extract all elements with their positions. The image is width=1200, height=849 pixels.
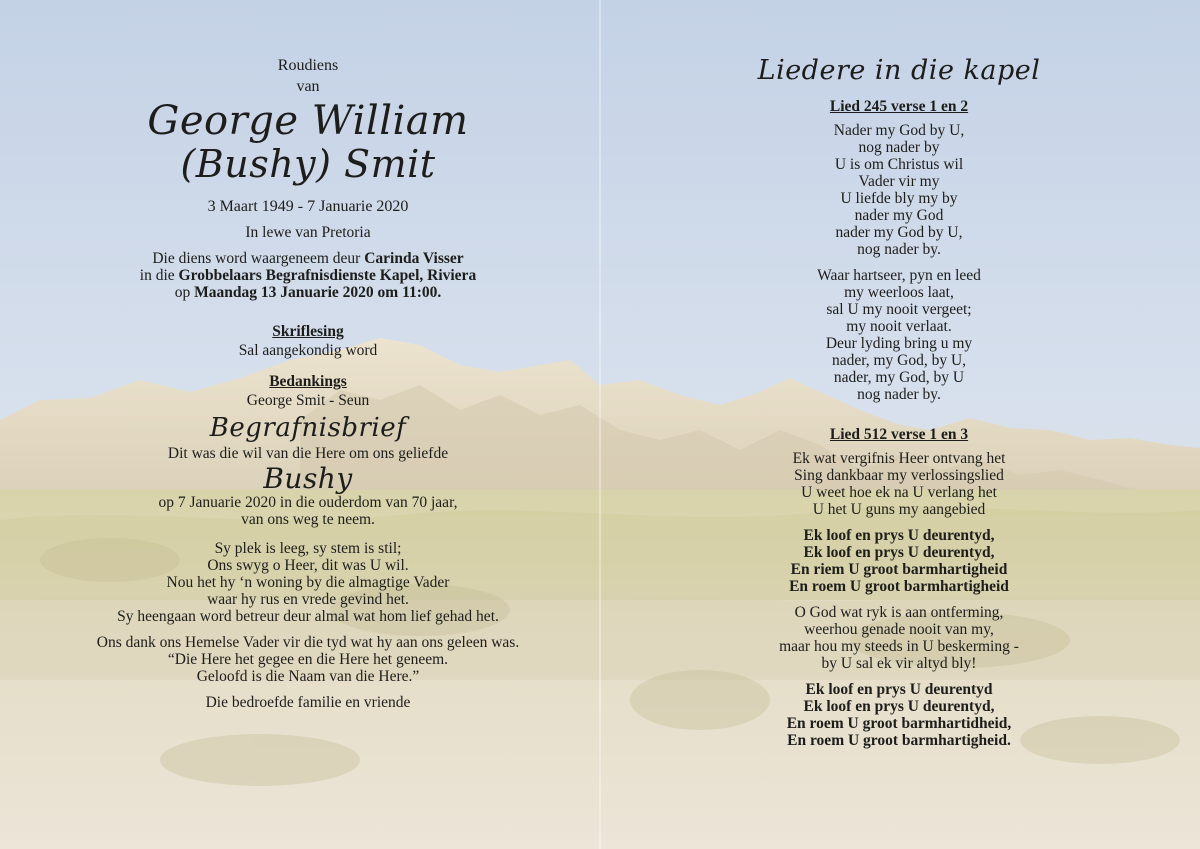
- bedankings-text: George Smit - Seun: [246, 392, 370, 409]
- song1-verse2: [616, 267, 1182, 403]
- closing-line: Ons dank ons Hemelse Vader vir die tyd wat hy aan ons geleen was.: [96, 634, 520, 651]
- lyric-line: nader, my God, by U: [833, 369, 965, 386]
- chorus-line: En riem U groot barmhartigheid: [790, 561, 1008, 578]
- brief-name: Bushy: [263, 462, 353, 495]
- song1-verse1: [616, 122, 1182, 258]
- name-line1: George William: [147, 98, 469, 144]
- poem-stanza: [22, 540, 594, 625]
- lyric-line: U het U guns my aangebied: [812, 501, 986, 518]
- bedankings-heading: Bedankings: [269, 373, 347, 390]
- lyric-line: nog nader by.: [857, 241, 941, 258]
- chorus-line: En roem U groot barmhartigheid: [789, 578, 1009, 595]
- poem-line: waar hy rus en vrede gevind het.: [207, 591, 409, 608]
- song2-verse3: [616, 604, 1182, 672]
- lyric-line: U is om Christus wil: [834, 156, 964, 173]
- right-panel: [616, 0, 1182, 849]
- lyric-line: Vader vir my: [858, 173, 940, 190]
- lyric-line: Sing dankbaar my verlossingslied: [794, 467, 1004, 484]
- song2-verse1: [616, 450, 1182, 518]
- skriflesing-heading: Skriflesing: [272, 323, 344, 340]
- song1-heading: Lied 245 verse 1 en 2: [829, 98, 969, 115]
- brief-line3: van ons weg te neem.: [241, 511, 375, 528]
- song2-chorus1: [616, 527, 1182, 595]
- song2-chorus2: [616, 681, 1182, 749]
- lyric-line: O God wat ryk is aan ontferming,: [794, 604, 1004, 621]
- song2-heading: Lied 512 verse 1 en 3: [829, 426, 969, 443]
- songs-title: Liedere in die kapel: [757, 55, 1041, 86]
- lyric-line: nader my God by U,: [835, 224, 963, 241]
- chorus-line: En roem U groot barmhartigheid.: [787, 732, 1011, 749]
- lewe-van: In lewe van Pretoria: [245, 224, 371, 241]
- lyric-line: Deur lyding bring u my: [825, 335, 973, 352]
- begrafnisbrief-heading: Begrafnisbrief: [209, 413, 407, 443]
- chorus-line: Ek loof en prys U deurentyd,: [803, 698, 995, 715]
- lyric-line: U weet hoe ek na U verlang het: [801, 484, 997, 501]
- left-panel: [22, 0, 594, 849]
- poem-line: Ons swyg o Heer, dit was U wil.: [207, 557, 409, 574]
- service-line2: in die Grobbelaars Begrafnisdienste Kapel, Riviera: [139, 267, 477, 284]
- page-fold: [599, 0, 601, 849]
- life-dates: 3 Maart 1949 - 7 Januarie 2020: [207, 198, 409, 215]
- van-label: van: [296, 78, 320, 95]
- lyric-line: my nooit verlaat.: [846, 318, 952, 335]
- service-line1: Die diens word waargeneem deur Carinda Visser: [152, 250, 464, 267]
- poem-line: Nou het hy ‘n woning by die almagtige Vader: [166, 574, 450, 591]
- poem-line: Sy heengaan word betreur deur almal wat hom lief gehad het.: [117, 608, 499, 625]
- name-line2: (Bushy) Smit: [180, 142, 436, 186]
- closing-stanza: [22, 634, 594, 685]
- skriflesing-text: Sal aangekondig word: [238, 342, 378, 359]
- lyric-line: maar hou my steeds in U beskerming -: [779, 638, 1019, 655]
- family-signoff: Die bedroefde familie en vriende: [205, 694, 411, 711]
- lyric-line: weerhou genade nooit van my,: [804, 621, 994, 638]
- lyric-line: Ek wat vergifnis Heer ontvang het: [792, 450, 1006, 467]
- chorus-line: En roem U groot barmhartidheid,: [786, 715, 1012, 732]
- lyric-line: nader my God: [854, 207, 944, 224]
- service-line3: op Maandag 13 Januarie 2020 om 11:00.: [174, 284, 442, 301]
- closing-line: “Die Here het gegee en die Here het geneem.: [167, 651, 449, 668]
- lyric-line: by U sal ek vir altyd bly!: [821, 655, 977, 672]
- lyric-line: nog nader by.: [857, 386, 941, 403]
- brief-line1: Dit was die wil van die Here om ons geliefde: [167, 445, 449, 462]
- chorus-line: Ek loof en prys U deurentyd,: [803, 527, 995, 544]
- chorus-line: Ek loof en prys U deurentyd: [805, 681, 993, 698]
- lyric-line: my weerloos laat,: [844, 284, 954, 301]
- lyric-line: sal U my nooit vergeet;: [826, 301, 972, 318]
- chorus-line: Ek loof en prys U deurentyd,: [803, 544, 995, 561]
- closing-line: Geloofd is die Naam van die Here.”: [196, 668, 420, 685]
- roudiens-label: Roudiens: [277, 57, 339, 74]
- lyric-line: Waar hartseer, pyn en leed: [817, 267, 981, 284]
- lyric-line: nader, my God, by U,: [831, 352, 967, 369]
- poem-line: Sy plek is leeg, sy stem is stil;: [214, 540, 402, 557]
- lyric-line: nog nader by: [858, 139, 940, 156]
- lyric-line: U liefde bly my by: [840, 190, 958, 207]
- brief-line2: op 7 Januarie 2020 in die ouderdom van 70 jaar,: [158, 494, 458, 511]
- lyric-line: Nader my God by U,: [833, 122, 965, 139]
